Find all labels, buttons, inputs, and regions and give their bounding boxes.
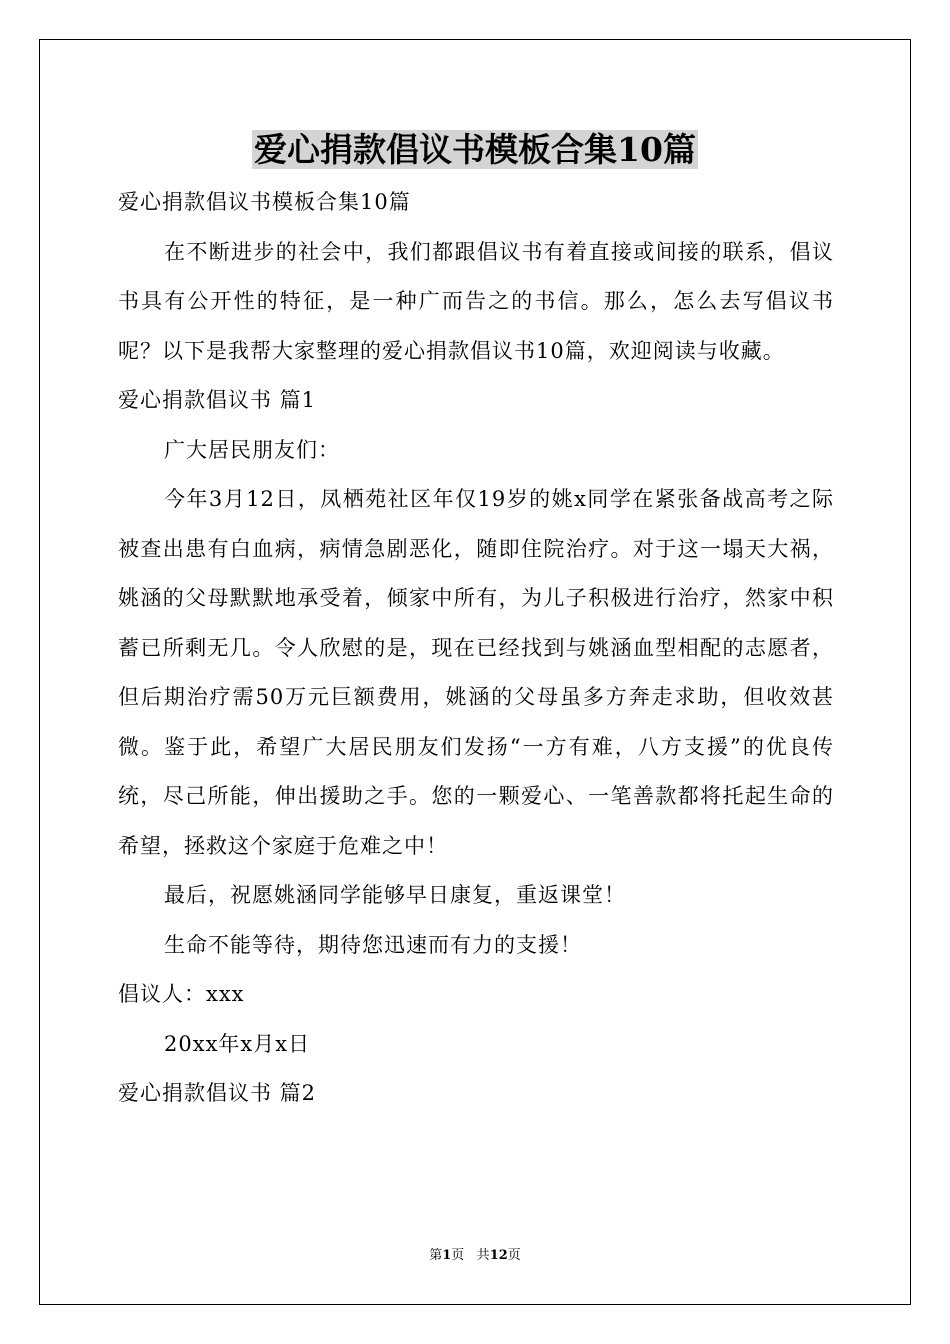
document-body [118,178,834,1119]
signer-line: 倡议人：xxx [118,982,245,1006]
body-paragraph-3: 生命不能等待，期待您迅速而有力的支援！ [164,932,582,957]
salutation: 广大居民朋友们： [164,437,340,462]
body-paragraph-2: 最后，祝愿姚涵同学能够早日康复，重返课堂！ [164,883,626,907]
section-heading-2: 爱心捐款倡议书 篇2 [118,1081,317,1105]
page-suffix: 页 [451,1248,465,1263]
page-number: 1 [442,1248,452,1263]
body-paragraph-1: 今年3月12日，凤栖苑社区年仅19岁的姚x同学在紧张备战高考之际被查出患有白血病，病情急剧恶化，随即住院治疗。对于这一塌天大祸，姚涵的父母默默地承受着，倾家中所有，为儿子积极进行治疗，然家中积蓄已所剩无几。令人欣慰的是，现在已经找到与姚涵血型相配的志愿者，但后期治疗需50万元巨额费用，姚涵的父母虽多方奔走求助，但收效甚微。鉴于此，希望广大居民朋友们发扬“一方有难，八方支援”的优良传统，尽己所能，伸出援助之手。您的一颗爱心、一笔善款都将托起生命的希望，拯救这个家庭于危难之中！ [118,487,834,858]
page-prefix: 第 [429,1248,443,1263]
document-subtitle: 爱心捐款倡议书模板合集10篇 [118,190,411,214]
total-prefix: 共 [476,1248,490,1263]
document-title [0,127,950,173]
section-heading-1: 爱心捐款倡议书 篇1 [118,388,317,412]
date-line: 20xx年x月x日 [164,1031,311,1056]
intro-paragraph: 在不断进步的社会中，我们都跟倡议书有着直接或间接的联系，倡议书具有公开性的特征，是一种广而告之的书信。那么，怎么去写倡议书呢？以下是我帮大家整理的爱心捐款倡议书10篇，欢迎阅读与收藏。 [118,239,834,363]
page-footer [0,1247,950,1265]
document-title-text: 爱心捐款倡议书模板合集10篇 [254,130,696,169]
total-pages: 12 [489,1248,508,1263]
total-suffix: 页 [507,1248,521,1263]
